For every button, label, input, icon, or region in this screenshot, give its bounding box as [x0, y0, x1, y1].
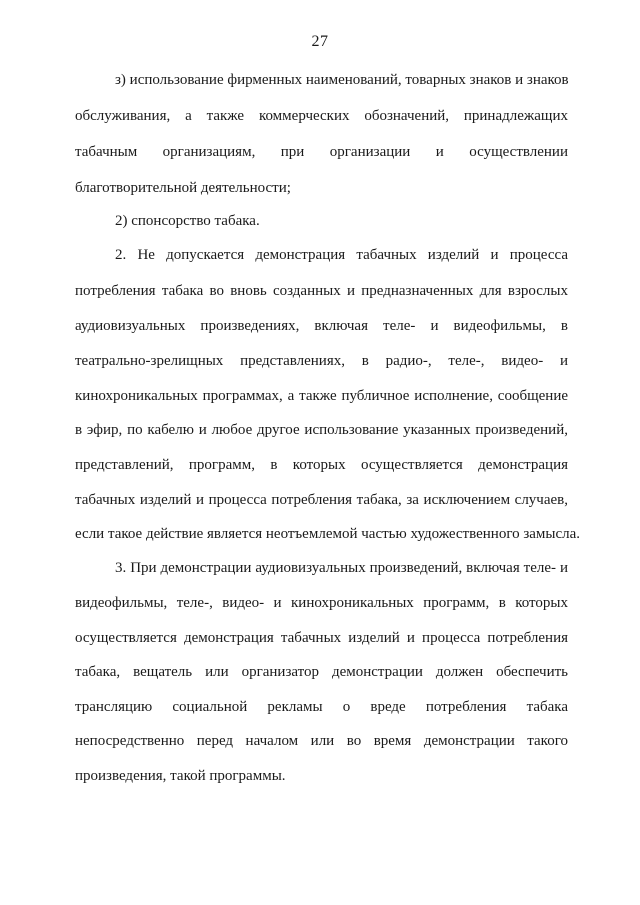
text-line: непосредственно перед началом или во время демонстрации такого: [75, 733, 568, 749]
text-line: табачных изделий и процесса потребления табака, за исключением случаев,: [75, 492, 568, 508]
text-line: з) использование фирменных наименований, товарных знаков и знаков: [115, 72, 569, 88]
text-line: табака, вещатель или организатор демонстрации должен обеспечить: [75, 664, 568, 680]
text-line: аудиовизуальных произведениях, включая теле- и видеофильмы, в: [75, 318, 568, 334]
text-line: видеофильмы, теле-, видео- и кинохроникальных программ, в которых: [75, 595, 568, 611]
text-line: трансляцию социальной рекламы о вреде потребления табака: [75, 699, 568, 715]
text-line: кинохроникальных программах, а также публичное исполнение, сообщение: [75, 388, 568, 404]
text-line: представлений, программ, в которых осуществляется демонстрация: [75, 457, 568, 473]
text-line: табачным организациям, при организации и осуществлении: [75, 144, 568, 160]
text-line: 3. При демонстрации аудиовизуальных произведений, включая теле- и: [115, 560, 568, 576]
text-line: если такое действие является неотъемлемой частью художественного замысла.: [75, 526, 581, 542]
text-line: осуществляется демонстрация табачных изделий и процесса потребления: [75, 630, 568, 646]
text-line: обслуживания, а также коммерческих обозначений, принадлежащих: [75, 108, 568, 124]
text-line: произведения, такой программы.: [75, 768, 286, 784]
text-line: потребления табака во вновь созданных и предназначенных для взрослых: [75, 283, 568, 299]
text-line: в эфир, по кабелю и любое другое использование указанных произведений,: [75, 422, 568, 438]
text-line: 2. Не допускается демонстрация табачных изделий и процесса: [115, 247, 568, 263]
text-line: 2) спонсорство табака.: [115, 213, 260, 229]
page-number: 27: [311, 33, 329, 50]
text-line: благотворительной деятельности;: [75, 180, 291, 196]
text-line: театрально-зрелищных представлениях, в радио-, теле-, видео- и: [75, 353, 568, 369]
